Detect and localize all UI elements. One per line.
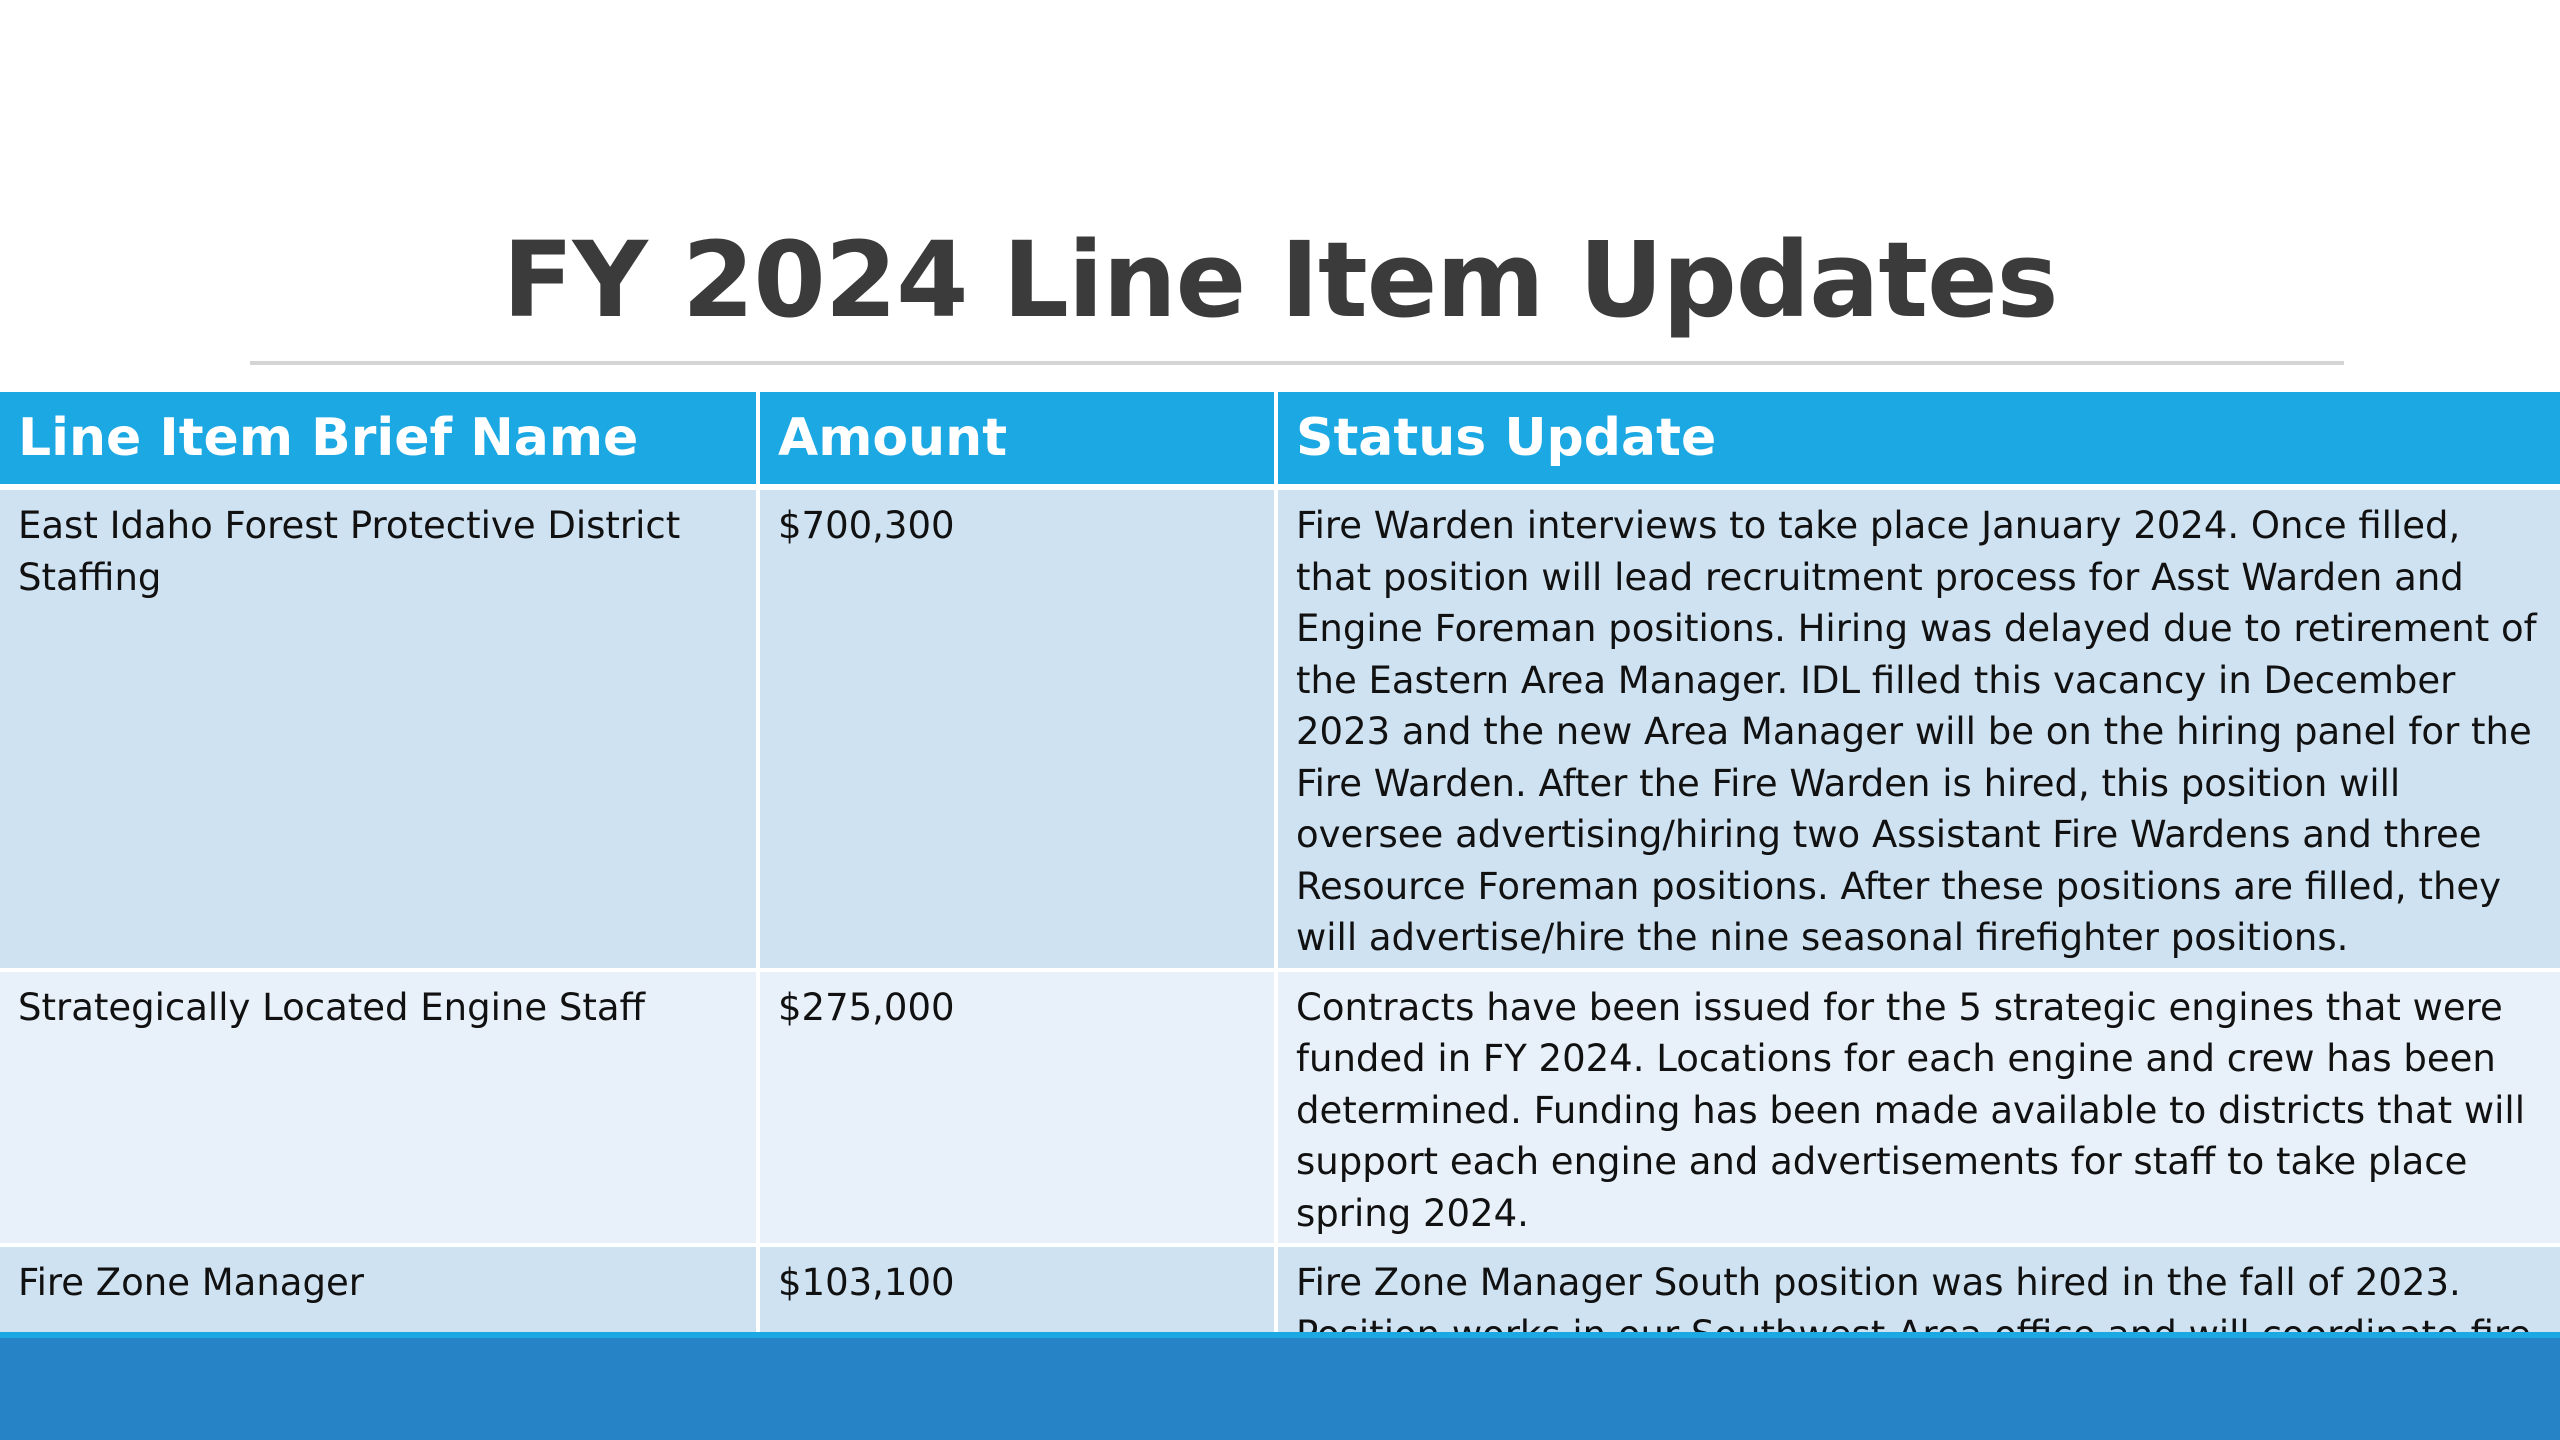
cell-status-update: Fire Zone Manager South position was hired in the fall of 2023.	[1296, 1261, 2461, 1304]
cell-amount: $103,100	[758, 1245, 1276, 1386]
footer-bar	[0, 1338, 2560, 1440]
table-header-row	[0, 392, 2560, 487]
line-item-table	[0, 392, 2560, 1388]
cell-status-update: Contracts have been issued for the 5 strategic engines that were funded in FY 2024. Locations for each engine and crew has been determined. Funding has been made available to districts that will support each engine and advertisements for staff to take place spring 2024.	[1276, 970, 2560, 1246]
cell-line-item-name: Fire Zone Manager	[0, 1245, 758, 1386]
title-divider	[250, 361, 2344, 365]
cell-status-update: Fire Warden interviews to take place January 2024. Once filled, that position will lead recruitment process for Asst Warden and Engine Foreman positions. Hiring was delayed due to retirement of the Eastern Area Manager. IDL filled this vacancy in December 2023 and the new Area Manager will be on the hiring panel for the Fire Warden. After the Fire Warden is hired, this position will oversee advertising/hiring two Assistant Fire Wardens and three Resource Foreman positions. After these positions are filled, they will advertise/hire the nine seasonal firefighter positions.	[1276, 487, 2560, 970]
header-line-item-name: Line Item Brief Name	[0, 392, 758, 487]
header-amount: Amount	[758, 392, 1276, 487]
slide-title: FY 2024 Line Item Updates	[502, 219, 2058, 341]
cell-line-item-name: Strategically Located Engine Staff	[0, 970, 758, 1246]
table-row	[0, 487, 2560, 970]
header-status-update: Status Update	[1276, 392, 2560, 487]
cell-amount: $700,300	[758, 487, 1276, 970]
cell-line-item-name: East Idaho Forest Protective District Staffing	[0, 487, 758, 970]
table-row	[0, 970, 2560, 1246]
cell-amount: $275,000	[758, 970, 1276, 1246]
